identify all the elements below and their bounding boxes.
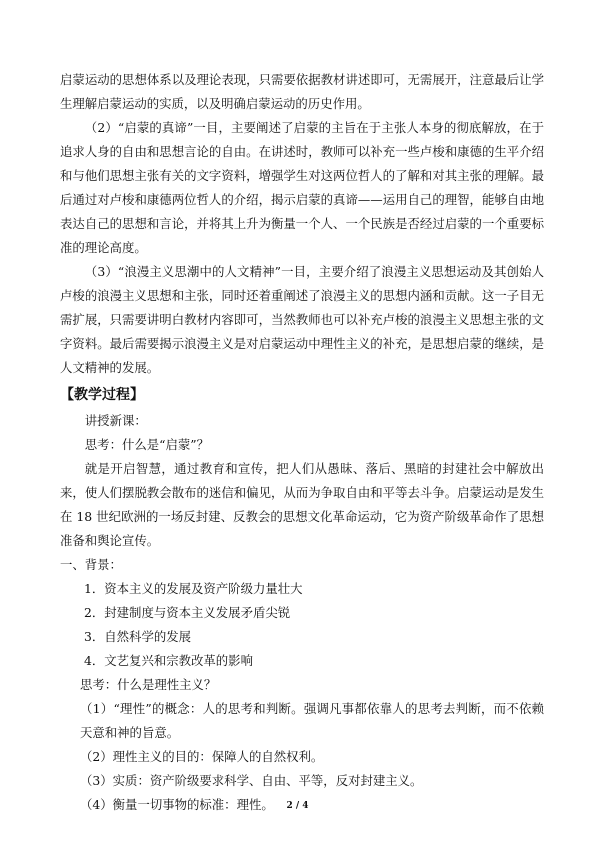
list-item: （4）衡量一切事物的标准：理性。 [80,797,274,812]
document-page [60,68,544,817]
list-item: （3）实质：资产阶级要求科学、自由、平等，反对封建主义。 [80,773,423,788]
page-number: 2 / 4 [286,801,309,811]
lecture-intro: 讲授新课： [84,413,147,428]
paragraph-enlightenment-summary: 启蒙运动的思想体系以及理论表现，只需要依据教材讲述即可，无需展开，注意最后让学生理解启蒙运动的实质，以及明确启蒙运动的历史作用。 [60,72,544,111]
answer-what-is-enlightenment: 就是开启智慧，通过教育和宣传，把人们从愚昧、落后、黑暗的封建社会中解放出来，使人们摆脱教会散布的迷信和偏见，从而为争取自由和平等去斗争。启蒙运动是发生在 18 世纪欧洲的一场反封建、反教会的思想文化革命运动，它为资产阶级革命作了思想准备和舆论宣传。 [60,461,544,548]
paragraph-romanticism: （3）“浪漫主义思潮中的人文精神”一目，主要介绍了浪漫主义思想运动及其创始人卢梭的浪漫主义思想和主张，同时还着重阐述了浪漫主义的思想内涵和贡献。这一子目无需扩展，只需要讲明白教材内容即可，当然教师也可以补充卢梭的浪漫主义思想主张的文字资料。最后需要揭示浪漫主义是对启蒙运动中理性主义的补充，是思想启蒙的继续，是人文精神的发展。 [60,264,544,375]
list-item: 2．封建制度与资本主义发展矛盾尖锐 [84,605,291,620]
list-item: （1）“理性”的概念：人的思考和判断。强调凡事都依靠人的思考去判断，而不依赖天意和神的旨意。 [80,701,544,740]
background-title: 一、背景： [60,557,122,572]
list-item: 4．文艺复兴和宗教改革的影响 [84,653,253,668]
paragraph-truth-of-enlightenment: （2）“启蒙的真谛”一目，主要阐述了启蒙的主旨在于主张人本身的彻底解放，在于追求人身的自由和思想言论的自由。在讲述时，教师可以补充一些卢梭和康德的生平介绍和与他们思想主张有关的文字资料，增强学生对这两位哲人的了解和对其主张的理解。最后通过对卢梭和康德两位哲人的介绍，揭示启蒙的真谛——运用自己的理智，能够自由地表达自己的思想和言论，并将其上升为衡量一个人、一个民族是否经过启蒙的一个重要标准的理论高度。 [60,120,544,255]
list-item: （2）理性主义的目的：保障人的自然权利。 [80,749,324,764]
question-what-is-enlightenment: 思考：什么是“启蒙”？ [84,437,209,452]
section-heading-teaching-process: 【教学过程】 [60,387,144,403]
list-item: 1．资本主义的发展及资产阶级力量壮大 [84,581,303,596]
list-item: 3．自然科学的发展 [84,629,192,644]
question-what-is-rationalism: 思考：什么是理性主义？ [80,677,217,692]
